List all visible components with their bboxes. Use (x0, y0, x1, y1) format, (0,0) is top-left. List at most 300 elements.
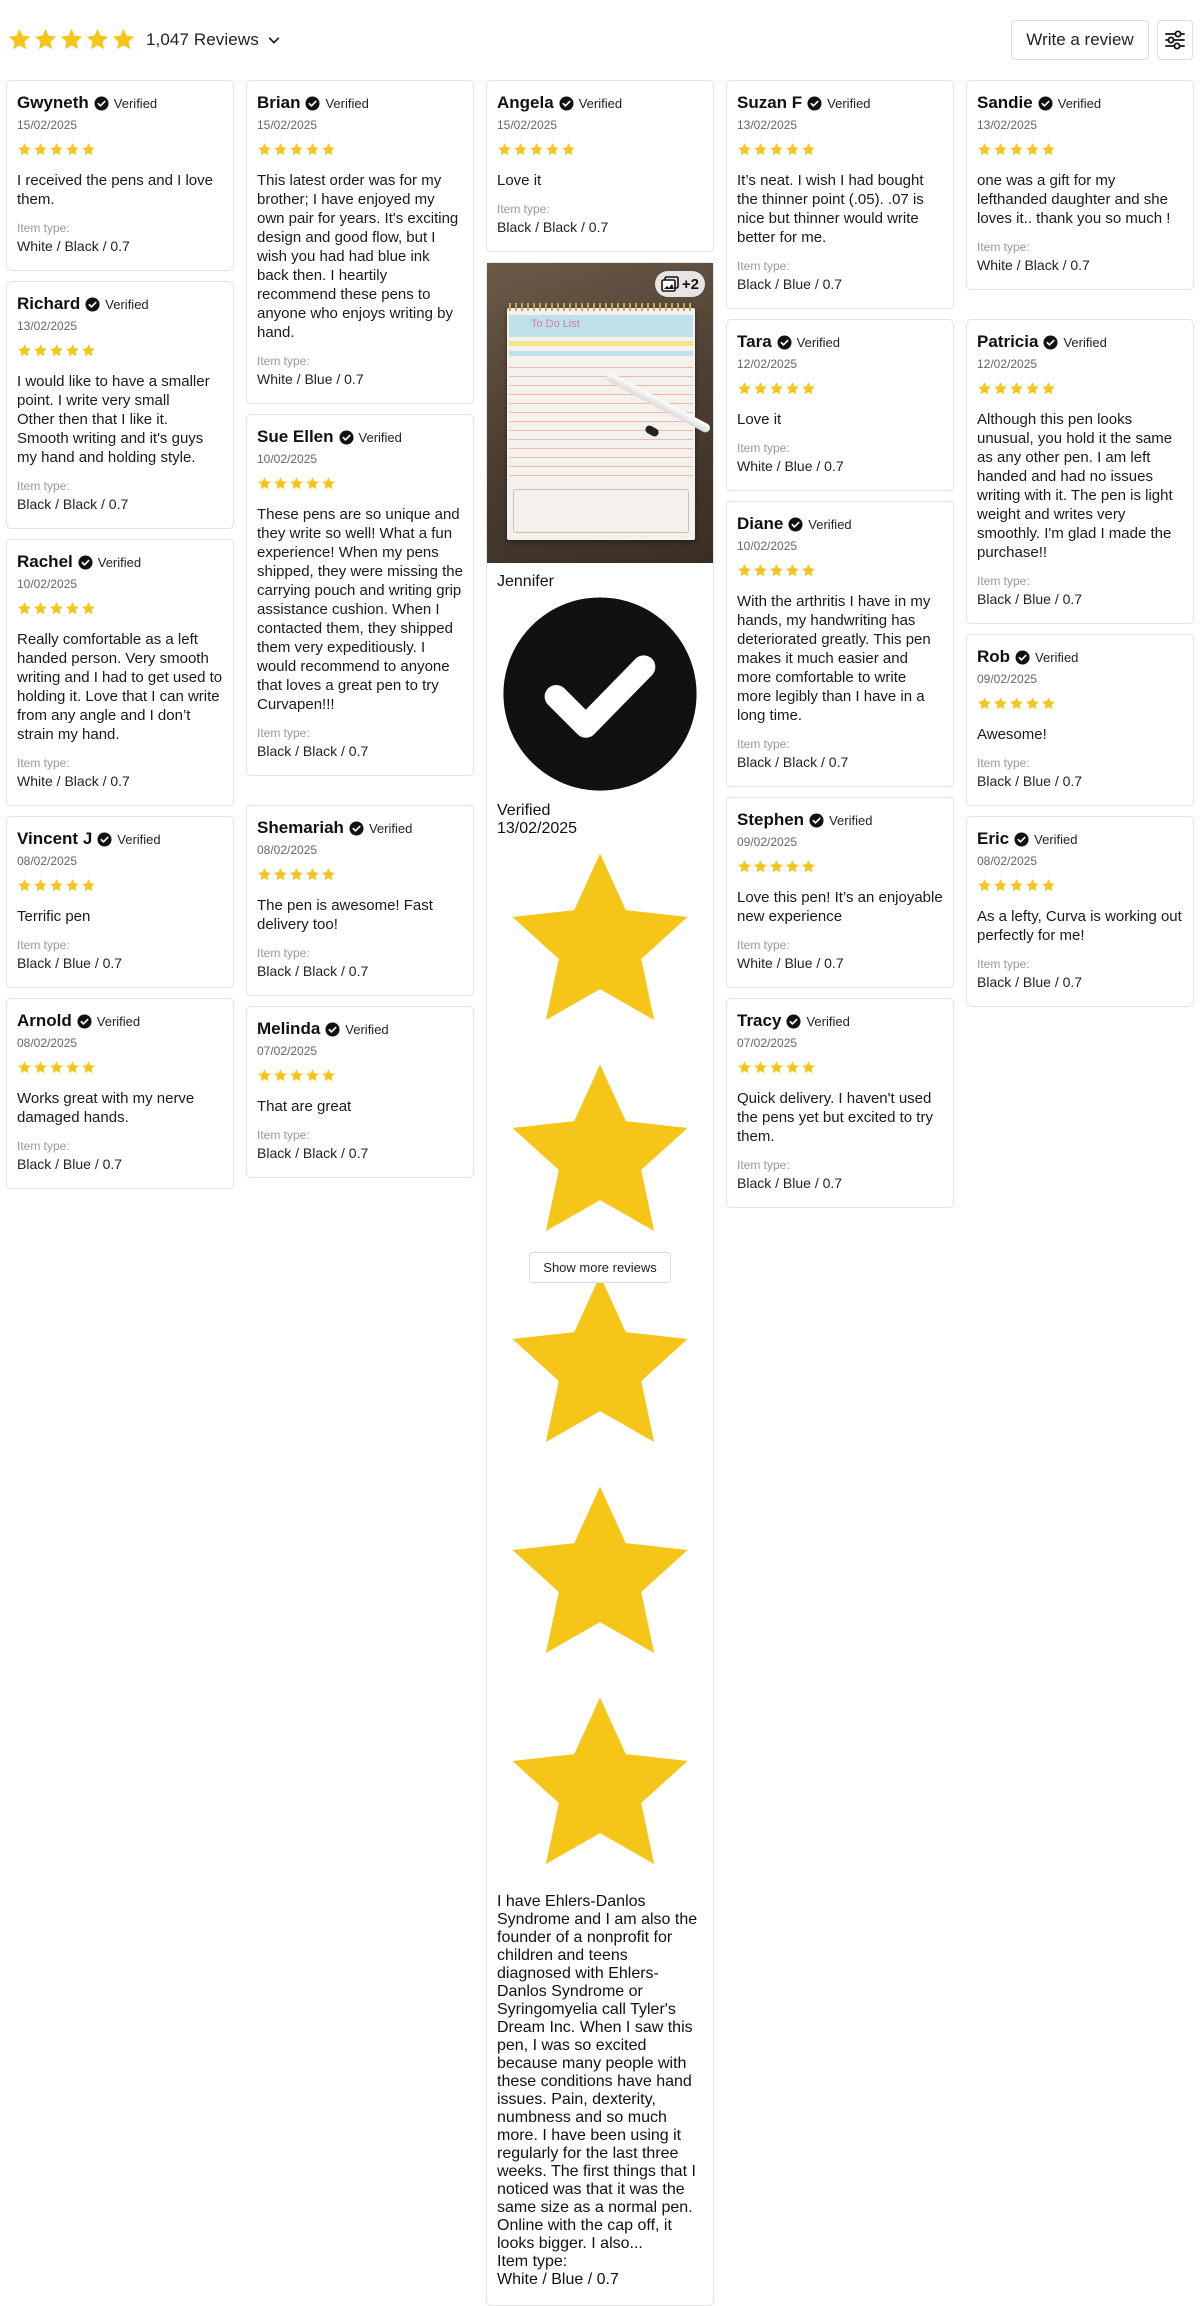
star-icon (17, 1060, 32, 1075)
review-text: The pen is awesome! Fast delivery too! (257, 897, 433, 933)
review-card[interactable] (966, 80, 1194, 290)
reviewer-name: Arnold (17, 1011, 72, 1030)
reviewer-name: Tracy (737, 1011, 782, 1030)
review-date: 07/02/2025 (257, 1044, 318, 1058)
item-type-label: Item type: (497, 2253, 568, 2270)
verified-label: Verified (358, 429, 402, 445)
verified-label: Verified (808, 516, 852, 532)
review-date: 08/02/2025 (17, 1036, 78, 1050)
review-date: 13/02/2025 (497, 820, 578, 837)
verified-label: Verified (806, 1013, 850, 1029)
verified-check-icon (1015, 650, 1030, 665)
review-stars (977, 142, 1183, 159)
review-date: 08/02/2025 (257, 843, 318, 857)
star-icon (993, 696, 1008, 711)
star-icon (59, 27, 84, 52)
item-type-value: Black / Black / 0.7 (257, 743, 369, 759)
review-header (17, 829, 223, 849)
review-header (977, 332, 1183, 352)
verified-check-icon (77, 1014, 92, 1029)
verified-check-icon (559, 96, 574, 111)
star-icon (305, 476, 320, 491)
star-icon (33, 601, 48, 616)
verified-label: Verified (1057, 95, 1102, 111)
review-stars (737, 381, 943, 398)
star-icon (273, 476, 288, 491)
review-text: Terrific pen (17, 908, 91, 925)
star-icon (497, 1682, 703, 1888)
star-icon (1041, 142, 1056, 157)
verified-label: Verified (325, 95, 369, 111)
reviewer-name: Jennifer (497, 573, 554, 590)
star-icon (17, 601, 32, 616)
show-more-reviews-button[interactable]: Show more reviews (529, 1252, 671, 1283)
filter-button[interactable] (1157, 20, 1193, 60)
star-icon (321, 867, 336, 882)
reviewer-name: Gwyneth (17, 93, 89, 112)
item-type-label: Item type: (737, 938, 790, 952)
review-text: Works great with my nerve damaged hands. (17, 1090, 195, 1126)
item-type-label: Item type: (257, 726, 310, 740)
review-stars (257, 476, 463, 493)
star-icon (81, 142, 96, 157)
verified-label: Verified (97, 554, 142, 570)
star-icon (497, 1260, 703, 1466)
rating-summary[interactable] (7, 27, 281, 52)
reviewer-name: Shemariah (257, 818, 344, 837)
verified-check-icon (1014, 832, 1029, 847)
item-type-value: Black / Blue / 0.7 (17, 1156, 123, 1172)
verified-label: Verified (1063, 334, 1107, 350)
star-icon (977, 142, 992, 157)
review-stars (17, 878, 223, 895)
star-icon (785, 142, 800, 157)
review-header (257, 427, 463, 447)
star-icon (273, 867, 288, 882)
item-type-value: White / Black / 0.7 (17, 238, 130, 254)
verified-label: Verified (113, 95, 158, 111)
star-icon (801, 381, 816, 396)
star-icon (17, 878, 32, 893)
verified-check-icon (325, 1022, 340, 1037)
review-stars (17, 601, 223, 618)
review-text: Quick delivery. I haven't used the pens yet but excited to try them. (737, 1090, 933, 1145)
review-header (257, 1019, 463, 1039)
review-card[interactable] (966, 816, 1194, 1007)
verified-label: Verified (827, 95, 871, 111)
item-type-value: Black / Black / 0.7 (497, 219, 609, 235)
review-stars (257, 142, 463, 159)
star-icon (1025, 878, 1040, 893)
star-icon (1009, 878, 1024, 893)
review-date: 10/02/2025 (257, 452, 318, 466)
verified-check-icon (97, 832, 112, 847)
review-stars (257, 867, 463, 884)
item-type-label: Item type: (977, 957, 1030, 971)
review-text: Really comfortable as a left handed person. Very smooth writing and I had to get used to holding it. Love that I can write from any angle and I don’t strain my hand. (17, 631, 223, 743)
star-icon (1041, 878, 1056, 893)
verified-check-icon (786, 1014, 801, 1029)
item-type-value: Black / Blue / 0.7 (977, 591, 1083, 607)
star-icon (273, 1068, 288, 1083)
star-icon (993, 381, 1008, 396)
notepad-spiral (509, 303, 693, 311)
item-type-label: Item type: (977, 756, 1030, 770)
review-photo[interactable] (487, 263, 713, 563)
review-header (497, 573, 703, 820)
write-review-button[interactable]: Write a review (1011, 20, 1149, 60)
review-date: 13/02/2025 (737, 118, 798, 132)
reviewer-name: Sandie (977, 93, 1033, 112)
reviewer-name: Vincent J (17, 829, 93, 848)
item-type-label: Item type: (17, 221, 70, 235)
review-stars (737, 563, 943, 580)
star-icon (81, 1060, 96, 1075)
star-icon (737, 1060, 752, 1075)
reviewer-name: Rob (977, 647, 1011, 666)
verified-check-icon (777, 335, 792, 350)
item-type-value: Black / Black / 0.7 (257, 1145, 369, 1161)
review-card[interactable] (246, 1006, 474, 1178)
verified-check-icon (788, 517, 803, 532)
star-icon (257, 867, 272, 882)
item-type-value: Black / Black / 0.7 (257, 963, 369, 979)
review-stars (737, 859, 943, 876)
verified-label: Verified (796, 334, 841, 350)
review-date: 15/02/2025 (17, 118, 78, 132)
chevron-down-icon[interactable] (267, 33, 281, 47)
star-icon (561, 142, 576, 157)
filter-sliders-icon (1164, 29, 1186, 51)
star-icon (1009, 381, 1024, 396)
star-icon (513, 142, 528, 157)
review-card[interactable] (6, 80, 234, 271)
item-type-value: White / Blue / 0.7 (737, 955, 844, 971)
reviewer-name: Melinda (257, 1019, 321, 1038)
review-card[interactable] (486, 262, 714, 2306)
verified-label: Verified (497, 802, 551, 819)
star-icon (801, 142, 816, 157)
review-card[interactable] (246, 414, 474, 776)
review-date: 13/02/2025 (977, 118, 1038, 132)
review-date: 10/02/2025 (17, 577, 78, 591)
star-icon (33, 1060, 48, 1075)
review-stars (257, 1068, 463, 1085)
star-icon (17, 343, 32, 358)
item-type-label: Item type: (977, 240, 1030, 254)
star-icon (545, 142, 560, 157)
review-card[interactable] (6, 539, 234, 806)
star-icon (289, 142, 304, 157)
reviewer-name: Rachel (17, 552, 73, 571)
verified-label: Verified (1035, 649, 1079, 665)
verified-check-icon (809, 813, 824, 828)
review-text: one was a gift for my lefthanded daughter and she loves it.. thank you so much ! (977, 172, 1171, 227)
star-icon (769, 381, 784, 396)
star-icon (737, 381, 752, 396)
verified-label: Verified (96, 1013, 141, 1029)
review-date: 12/02/2025 (977, 357, 1038, 371)
star-icon (801, 1060, 816, 1075)
star-icon (785, 1060, 800, 1075)
star-icon (785, 563, 800, 578)
review-text: Love it (497, 172, 542, 189)
item-type-value: White / Blue / 0.7 (737, 458, 844, 474)
review-date: 15/02/2025 (497, 118, 558, 132)
star-icon (65, 142, 80, 157)
review-header (17, 552, 223, 572)
review-text: This latest order was for my brother; I have enjoyed my own pair for years. It's exciting design and good flow, but I wish you had had blue ink back then. I heartily recommend these pens to anyone who enjoys writing by hand. (257, 172, 459, 341)
star-icon (753, 1060, 768, 1075)
review-stars (17, 1060, 223, 1077)
verified-label: Verified (578, 95, 623, 111)
review-card[interactable] (726, 501, 954, 787)
verified-label: Verified (345, 1021, 389, 1037)
star-icon (305, 142, 320, 157)
star-icon (753, 563, 768, 578)
star-icon (769, 1060, 784, 1075)
item-type-value: Black / Blue / 0.7 (977, 773, 1083, 789)
star-icon (257, 476, 272, 491)
star-icon (753, 381, 768, 396)
notepad-title: To Do List (531, 318, 580, 330)
star-icon (785, 381, 800, 396)
review-date: 08/02/2025 (977, 854, 1038, 868)
review-text: It’s neat. I wish I had bought the thinner point (.05). .07 is nice but thinner would write better for me. (737, 172, 924, 246)
review-date: 12/02/2025 (737, 357, 798, 371)
item-type-label: Item type: (257, 946, 310, 960)
notepad-note-box (513, 489, 689, 533)
star-icon (785, 859, 800, 874)
review-text: These pens are so unique and they write so well! What a fun experience! When my pens shipped, they were missing the carrying pouch and writing grip assistance cushion. When I contacted them, they shipped them very expeditiously. I would recommend to anyone that loves a great pen to try Curvapen!!! (257, 506, 463, 713)
review-header (977, 93, 1183, 113)
verified-check-icon (94, 96, 109, 111)
star-icon (33, 343, 48, 358)
verified-label: Verified (117, 831, 161, 847)
review-card[interactable] (726, 80, 954, 309)
notepad-blue-band (509, 351, 693, 356)
star-icon (65, 878, 80, 893)
item-type-label: Item type: (977, 574, 1030, 588)
review-card[interactable] (246, 80, 474, 404)
star-icon (65, 1060, 80, 1075)
verified-label: Verified (829, 812, 873, 828)
star-icon (65, 601, 80, 616)
item-type-label: Item type: (737, 1158, 790, 1172)
review-date: 09/02/2025 (737, 835, 798, 849)
star-icon (321, 1068, 336, 1083)
item-type-value: White / Blue / 0.7 (257, 371, 364, 387)
review-card[interactable] (6, 998, 234, 1189)
photo-gallery-icon (661, 276, 679, 292)
star-icon (33, 878, 48, 893)
review-date: 07/02/2025 (737, 1036, 798, 1050)
star-icon (65, 343, 80, 358)
review-stars (497, 142, 703, 159)
reviewer-name: Angela (497, 93, 554, 112)
star-icon (289, 1068, 304, 1083)
review-stars (977, 381, 1183, 398)
review-header (17, 93, 223, 113)
review-date: 13/02/2025 (17, 319, 78, 333)
star-icon (977, 381, 992, 396)
item-type-value: Black / Black / 0.7 (17, 496, 129, 512)
review-text: I have Ehlers-Danlos Syndrome and I am also the founder of a nonprofit for children and teens diagnosed with Ehlers-Danlos Syndrome or Syringomyelia call Tyler's Dream Inc. When I saw this pen, I was so excited because many people with these conditions have hand issues. Pain, dexterity, numbness and so much more. I have been using it regularly for the last three weeks. The first things that I noticed was that it was the same size as a normal pen. Online with the cap off, it looks bigger. I also... (497, 1893, 698, 2252)
star-icon (49, 343, 64, 358)
verified-check-icon (807, 96, 822, 111)
star-icon (529, 142, 544, 157)
star-icon (1025, 142, 1040, 157)
star-icon (737, 563, 752, 578)
review-stars (17, 142, 223, 159)
review-stars (737, 1060, 943, 1077)
more-photos-count: +2 (681, 275, 699, 293)
verified-check-icon (1038, 96, 1053, 111)
verified-check-icon (497, 591, 703, 797)
star-icon (17, 142, 32, 157)
summary-stars (7, 27, 136, 52)
star-icon (1025, 381, 1040, 396)
reviewer-name: Diane (737, 514, 784, 533)
item-type-label: Item type: (257, 354, 310, 368)
more-photos-badge[interactable] (655, 271, 705, 297)
item-type-value: Black / Blue / 0.7 (17, 955, 123, 971)
review-card[interactable] (246, 805, 474, 996)
review-header (17, 1011, 223, 1031)
review-header (737, 1011, 943, 1031)
reviewer-name: Suzan F (737, 93, 803, 112)
star-icon (289, 867, 304, 882)
notepad-yellow-band (509, 341, 693, 346)
review-date: 09/02/2025 (977, 672, 1038, 686)
star-icon (81, 878, 96, 893)
star-icon (769, 142, 784, 157)
star-icon (7, 27, 32, 52)
item-type-label: Item type: (17, 479, 70, 493)
review-text: With the arthritis I have in my hands, my handwriting has deteriorated greatly. This pen makes it much easier and more comfortable to write more legibly than I have in a long time. (737, 593, 931, 724)
reviewer-name: Patricia (977, 332, 1039, 351)
review-card[interactable] (966, 634, 1194, 806)
review-card[interactable] (6, 816, 234, 988)
reviewer-name: Tara (737, 332, 772, 351)
star-icon (49, 142, 64, 157)
star-icon (769, 563, 784, 578)
reviewer-name: Richard (17, 294, 81, 313)
star-icon (273, 142, 288, 157)
review-text: As a lefty, Curva is working out perfectly for me! (977, 908, 1182, 944)
review-text: I would like to have a smaller point. I write very small Other then that I like it. Smooth writing and it's guys my hand and holding style. (17, 373, 210, 466)
review-header (737, 514, 943, 534)
review-card[interactable] (726, 319, 954, 491)
notepad-lines (509, 359, 693, 479)
review-count[interactable]: 1,047 Reviews (146, 29, 259, 49)
reviewer-name: Sue Ellen (257, 427, 334, 446)
review-stars (17, 343, 223, 360)
review-header (497, 93, 703, 113)
star-icon (497, 1049, 703, 1255)
review-date: 15/02/2025 (257, 118, 318, 132)
star-icon (753, 142, 768, 157)
review-header (257, 818, 463, 838)
star-icon (81, 343, 96, 358)
item-type-value: Black / Blue / 0.7 (977, 974, 1083, 990)
review-card[interactable] (726, 797, 954, 988)
star-icon (81, 601, 96, 616)
verified-check-icon (85, 297, 100, 312)
verified-label: Verified (1034, 831, 1078, 847)
review-text: Awesome! (977, 726, 1047, 743)
review-header (977, 647, 1183, 667)
star-icon (497, 142, 512, 157)
item-type-value: Black / Black / 0.7 (737, 754, 849, 770)
star-icon (1025, 696, 1040, 711)
star-icon (769, 859, 784, 874)
star-icon (497, 1471, 703, 1677)
reviewer-name: Eric (977, 829, 1010, 848)
item-type-label: Item type: (257, 1128, 310, 1142)
item-type-value: White / Black / 0.7 (17, 773, 130, 789)
star-icon (111, 27, 136, 52)
star-icon (321, 476, 336, 491)
review-text: That are great (257, 1098, 352, 1115)
item-type-value: Black / Blue / 0.7 (737, 276, 843, 292)
review-card[interactable] (6, 281, 234, 529)
item-type-label: Item type: (737, 737, 790, 751)
review-text: Love this pen! It’s an enjoyable new experience (737, 889, 943, 925)
review-card[interactable] (486, 80, 714, 252)
star-icon (801, 859, 816, 874)
star-icon (1009, 696, 1024, 711)
star-icon (257, 1068, 272, 1083)
review-stars (497, 838, 703, 1893)
verified-check-icon (339, 430, 354, 445)
verified-label: Verified (368, 820, 413, 836)
review-stars (737, 142, 943, 159)
review-stars (977, 696, 1183, 713)
star-icon (49, 1060, 64, 1075)
verified-label: Verified (105, 296, 149, 312)
star-icon (977, 878, 992, 893)
item-type-value: White / Blue / 0.7 (497, 2271, 619, 2288)
star-icon (993, 142, 1008, 157)
star-icon (1041, 381, 1056, 396)
review-date: 10/02/2025 (737, 539, 798, 553)
review-header (737, 810, 943, 830)
review-card[interactable] (726, 998, 954, 1208)
star-icon (289, 476, 304, 491)
item-type-label: Item type: (17, 938, 70, 952)
verified-check-icon (1043, 335, 1058, 350)
star-icon (49, 601, 64, 616)
star-icon (1041, 696, 1056, 711)
verified-check-icon (305, 96, 320, 111)
star-icon (257, 142, 272, 157)
star-icon (737, 142, 752, 157)
star-icon (977, 696, 992, 711)
verified-check-icon (349, 821, 364, 836)
review-header (257, 93, 463, 113)
review-header (977, 829, 1183, 849)
reviews-header (0, 0, 1200, 80)
star-icon (1009, 142, 1024, 157)
star-icon (33, 142, 48, 157)
star-icon (305, 1068, 320, 1083)
star-icon (497, 838, 703, 1044)
star-icon (85, 27, 110, 52)
star-icon (33, 27, 58, 52)
review-card[interactable] (966, 319, 1194, 624)
review-header (737, 93, 943, 113)
